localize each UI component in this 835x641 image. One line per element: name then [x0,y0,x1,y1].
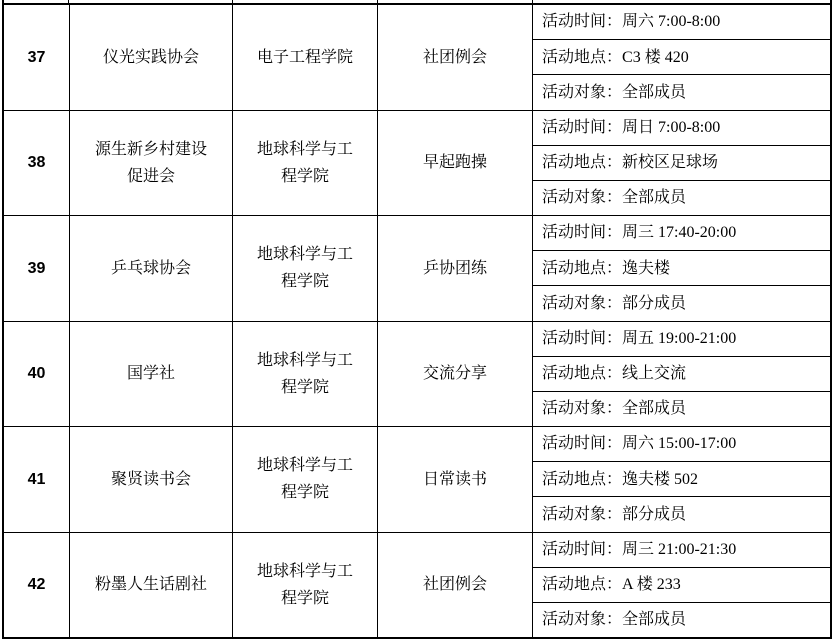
row-number-cell: 37 [4,5,70,110]
detail-target-label: 活动对象： [542,294,623,312]
detail-place-label: 活动地点： [542,576,623,594]
detail-target [533,392,830,426]
table-row [4,216,830,322]
detail-place [533,40,830,75]
detail-target-value: 部分成员 [622,505,687,523]
club-name-cell: 国学社 [70,322,233,427]
row-number-cell: 42 [4,533,70,638]
detail-place-label: 活动地点： [542,154,623,172]
table-row [4,322,830,428]
college-cell: 地球科学与工程学院 [233,322,378,427]
detail-place-label: 活动地点： [542,48,623,66]
college-cell: 地球科学与工程学院 [233,533,378,638]
detail-target-label: 活动对象： [542,505,623,523]
club-name-cell: 仪光实践协会 [70,5,233,110]
club-name-cell: 源生新乡村建设促进会 [70,111,233,216]
detail-target-value: 全部成员 [622,400,687,418]
detail-place [533,357,830,392]
detail-time-label: 活动时间： [542,329,623,347]
activity-type-cell: 日常读书 [378,427,533,532]
activity-details-cell [533,322,830,427]
row-number-cell: 38 [4,111,70,216]
table-row [4,427,830,533]
detail-place-value: 逸夫楼 [622,259,671,277]
detail-time-value: 周三 17:40-20:00 [622,224,737,242]
table-row [4,533,830,638]
activity-details-cell [533,5,830,110]
detail-target [533,181,830,215]
college-cell: 地球科学与工程学院 [233,216,378,321]
detail-target-label: 活动对象： [542,189,623,207]
row-number-cell: 41 [4,427,70,532]
detail-target [533,75,830,109]
detail-time [533,111,830,146]
detail-time [533,427,830,462]
detail-time [533,533,830,568]
detail-time [533,5,830,40]
row-number-cell: 39 [4,216,70,321]
activity-type-cell: 社团例会 [378,5,533,110]
detail-target [533,286,830,320]
college-cell: 地球科学与工程学院 [233,427,378,532]
detail-time-value: 周五 19:00-21:00 [622,329,737,347]
detail-target [533,497,830,531]
activity-type-cell: 交流分享 [378,322,533,427]
activity-type-cell: 乒协团练 [378,216,533,321]
college-cell: 电子工程学院 [233,5,378,110]
detail-place-label: 活动地点： [542,365,623,383]
detail-target [533,603,830,637]
detail-time-label: 活动时间： [542,224,623,242]
detail-place-value: C3 楼 420 [622,48,689,66]
detail-time [533,322,830,357]
detail-place-value: 新校区足球场 [622,154,719,172]
detail-target-value: 部分成员 [622,294,687,312]
detail-place [533,251,830,286]
detail-time [533,216,830,251]
activity-details-cell [533,216,830,321]
detail-place [533,146,830,181]
detail-target-label: 活动对象： [542,400,623,418]
detail-place-value: 线上交流 [622,365,687,383]
detail-target-value: 全部成员 [622,611,687,629]
club-name-cell: 乒乓球协会 [70,216,233,321]
detail-target-value: 全部成员 [622,83,687,101]
activity-details-cell [533,533,830,638]
detail-place-value: 逸夫楼 502 [622,470,699,488]
club-name-cell: 粉墨人生话剧社 [70,533,233,638]
detail-target-label: 活动对象： [542,83,623,101]
detail-time-value: 周六 7:00-8:00 [622,13,721,31]
detail-place-label: 活动地点： [542,259,623,277]
detail-target-label: 活动对象： [542,611,623,629]
activity-details-cell [533,427,830,532]
detail-place-label: 活动地点： [542,470,623,488]
detail-place [533,568,830,603]
detail-target-value: 全部成员 [622,189,687,207]
activity-type-cell: 早起跑操 [378,111,533,216]
detail-time-label: 活动时间： [542,540,623,558]
activity-type-cell: 社团例会 [378,533,533,638]
club-activity-table [2,3,832,639]
detail-time-value: 周三 21:00-21:30 [622,540,737,558]
detail-time-value: 周六 15:00-17:00 [622,435,737,453]
club-name-cell: 聚贤读书会 [70,427,233,532]
table-row [4,5,830,111]
activity-details-cell [533,111,830,216]
row-number-cell: 40 [4,322,70,427]
detail-time-value: 周日 7:00-8:00 [622,118,721,136]
college-cell: 地球科学与工程学院 [233,111,378,216]
detail-place [533,462,830,497]
detail-time-label: 活动时间： [542,435,623,453]
detail-time-label: 活动时间： [542,13,623,31]
table-row [4,111,830,217]
detail-place-value: A 楼 233 [622,576,681,594]
detail-time-label: 活动时间： [542,118,623,136]
